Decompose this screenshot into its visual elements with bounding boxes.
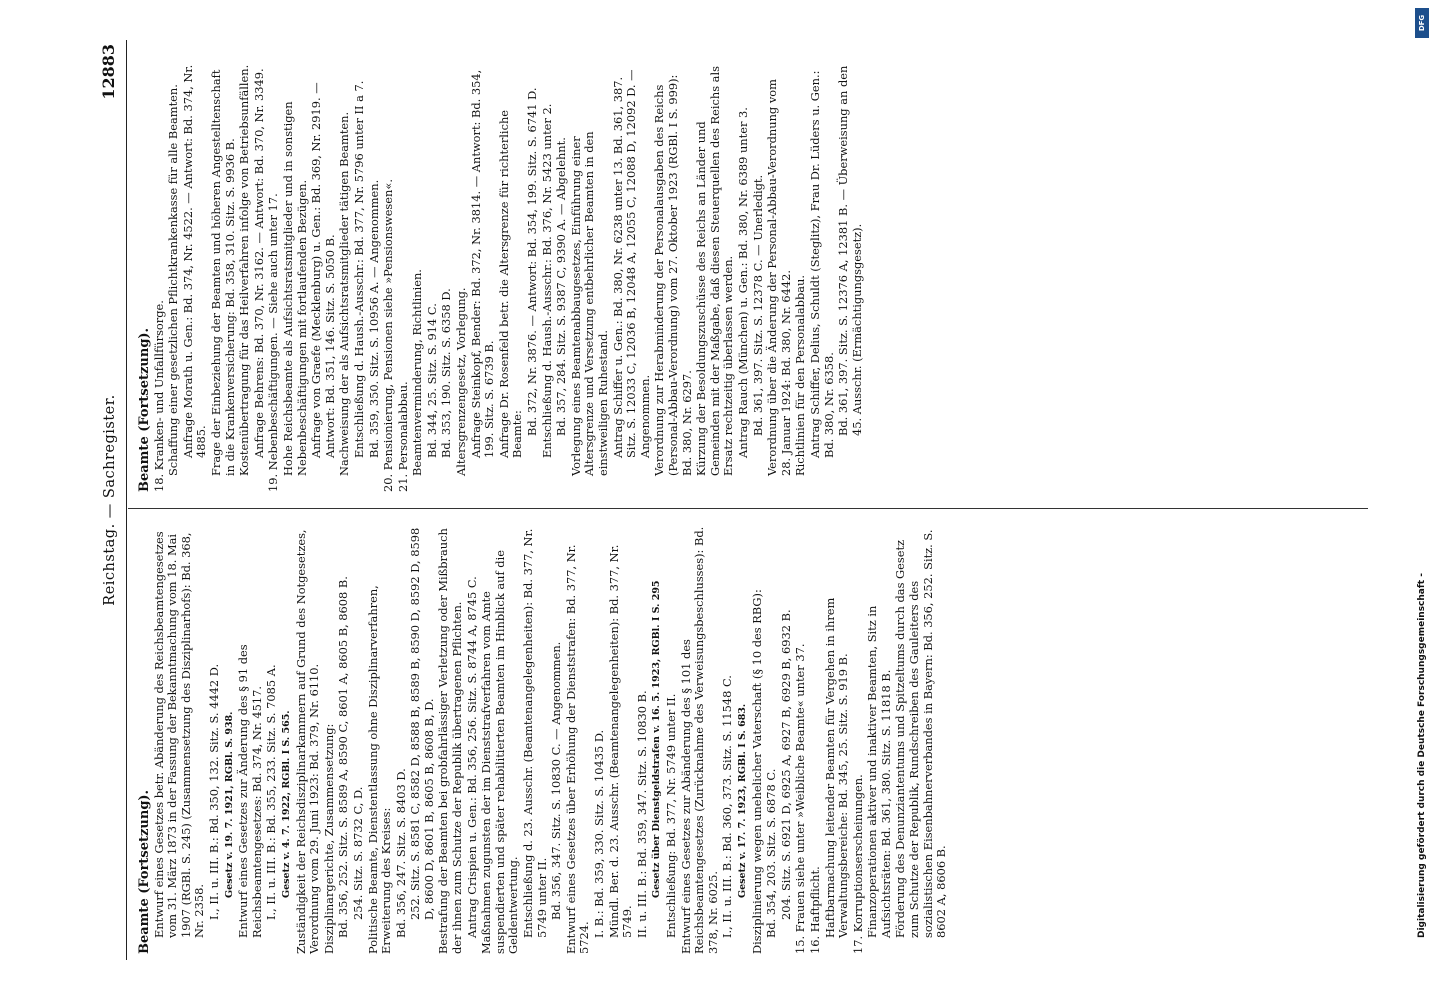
- col1-entry: Gesetz v. 17. 7. 1923, RGBl. I S. 683.: [736, 703, 748, 898]
- col1-entry: Beamte (Fortsetzung).: [137, 789, 152, 954]
- col1-entry: 254. Sitz. S. 8732 C, D.: [350, 786, 365, 920]
- col1-entry: Disziplinierung wegen unehelicher Vaterschaft (§ 10 des RBG):: [749, 589, 764, 954]
- col2-entry: 21. Personalabbau.: [395, 381, 410, 492]
- col1-entry: Antrag Crispien u. Gen.: Bd. 356, 256. Sitz. S. 8744 A, 8745 C.: [464, 576, 479, 938]
- col1-entry: Förderung des Denunziantentums und Spitzeltums durch das Gesetz zum Schutze der Republik, Rundschreiben des Gauleiters des sozialistischen Eisenbahnerverbandes in Bayern: Bd. 356, 252. Sitz. S. 8602 A, 8606 B.: [893, 529, 949, 938]
- col1-entry: Bd. 356, 247. Sitz. S. 8403 D.: [393, 768, 408, 938]
- col2-entry: Bd. 361, 397. Sitz. S. 12378 C. — Unerledigt.: [750, 174, 765, 436]
- col2-entry: Bd. 359, 350. Sitz. S. 10956 A. — Angenommen.: [366, 179, 381, 458]
- col2-entry: Antrag Schiffer, Delius, Schuldt (Steglitz), Frau Dr. Lüders u. Gen.: Bd. 380, Nr. 6358.: [807, 70, 836, 458]
- left-column: [138, 522, 950, 954]
- col2-entry: Kürzung der Besoldungszuschüsse des Reichs an Länder und Gemeinden mit der Maßgabe, daß diesen Steuerquellen des Reichs als Ersatz rechtzeitig überlassen werden.: [694, 66, 736, 476]
- col2-entry: Schaffung einer gesetzlichen Pflichtkrankenkasse für alle Beamten.: [166, 84, 181, 476]
- col2-entry: 18. Kranken- und Unfallfürsorge.: [151, 300, 166, 492]
- col2-entry: Verordnung über die Änderung der Personal-Abbau-Verordnung vom 28. Januar 1924: Bd. 380, Nr. 6442.: [765, 79, 793, 476]
- col2-entry: Vorlegung eines Beamtenabbaugesetzes, Einführung einer Altersgrenze und Versetzung entbehrlicher Beamten in den einstweiligen Ruhestand.: [568, 131, 610, 476]
- right-column: [138, 60, 865, 492]
- col1-entry: 252. Sitz. S. 8581 C, 8582 D, 8588 B, 8589 B, 8590 D, 8592 D, 8598 D, 8600 D, 8601 B, 8605 B, 8608 B, D.: [408, 527, 436, 920]
- col1-entry: Finanzoperationen aktiver und inaktiver Beamten, Sitz in Aufsichtsräten: Bd. 361, 380. Sitz. S. 11818 B.: [865, 605, 893, 938]
- col2-entry: Anfrage Dr. Rosenfeld betr. die Altersgrenze für richterliche Beamte:: [496, 109, 525, 458]
- col1-entry: Gesetz v. 4. 7. 1922, RGBl. I S. 565.: [280, 710, 292, 898]
- col1-entry: Entwurf eines Gesetzes zur Abänderung des § 101 des Reichsbeamtengesetzes (Zurücknahme des Verweisungsbeschlusses): Bd. 378, Nr. 6025.: [678, 526, 720, 954]
- col1-entry: I., II. u. III. B.: Bd. 350, 132. Sitz. S. 4442 D.: [206, 663, 221, 920]
- col1-entry: Entschließung d. 23. Ausschr. (Beamtenangelegenheiten): Bd. 377, Nr. 5749 unter II.: [521, 528, 549, 938]
- col1-entry: Bd. 354, 203. Sitz. S. 6878 C.: [764, 768, 779, 938]
- dfg-credit-text: Digitalisierung gefördert durch die Deutsche Forschungsgemeinschaft -: [1417, 573, 1427, 938]
- dfg-logo: DFG: [1415, 8, 1429, 38]
- col2-entry: Bd. 353, 190. Sitz. S. 6358 D.: [439, 288, 454, 458]
- col2-entry: Frage der Einbeziehung der Beamten und höheren Angestelltenschaft in die Krankenversicherung: Bd. 358, 310. Sitz. S. 9936 B.: [208, 69, 237, 476]
- col1-entry: 17. Korruptionserscheinungen.: [850, 774, 865, 954]
- column-divider: [128, 508, 1368, 509]
- col2-entry: 20. Pensionierung, Pensionen siehe »Pensionswesen«.: [381, 179, 396, 492]
- col1-entry: Bestrafung der Beamten bei grobfahrlässiger Verletzung oder Mißbrauch der ihnen zum Schutze der Republik übertragenen Pflichten.: [436, 528, 465, 954]
- col1-entry: Zuständigkeit der Reichsdisziplinarkammern auf Grund des Notgesetzes, Verordnung vom 29. Juni 1923: Bd. 379, Nr. 6110.: [293, 529, 322, 954]
- col1-entry: Gesetz über Dienstgeldstrafen v. 16. 5. 1923, RGBl. I S. 295: [651, 580, 663, 898]
- col2-entry: Bd. 372, Nr. 3876. — Antwort: Bd. 354, 199. Sitz. S. 6741 D.: [525, 87, 540, 436]
- header-rule: [126, 40, 127, 960]
- col1-entry: 204. Sitz. S. 6921 D, 6925 A, 6927 B, 6929 B, 6932 B.: [778, 609, 793, 920]
- col2-entry: Richtlinien für den Personalabbau.: [793, 274, 808, 476]
- rotated-register-page: [100, 40, 1380, 960]
- col2-entry: Anfrage von Graefe (Mecklenburg) u. Gen.: Bd. 369, Nr. 2919. — Antwort: Bd. 351, 146. Sitz. S. 5050 B.: [309, 82, 337, 458]
- col1-entry: Gesetz v. 19. 7. 1921, RGBl. S. 938.: [223, 711, 235, 898]
- col1-entry: II. u. III. B.: Bd. 359, 347. Sitz. S. 10830 B.: [634, 690, 649, 938]
- col2-entry: Anfrage Steinkopf, Bender: Bd. 372, Nr. 3814. — Antwort: Bd. 354, 199. Sitz. S. 6739 B.: [468, 69, 497, 458]
- col1-entry: Entwurf eines Gesetzes betr. Abänderung des Reichsbeamtengesetzes vom 31. März 1873 in der Fassung der Bekanntmachung vom 18. Mai 1907 (RGBl. S. 245) (Zusammensetzung des Disziplinarhofs): Bd. 368, Nr. 2358.: [151, 531, 207, 938]
- col2-entry: Entschließung d. Haush.-Ausschr.: Bd. 377, Nr. 5796 unter II a 7.: [351, 80, 366, 458]
- col2-entry: 19. Nebenbeschäftigungen. — Siehe auch unter 17.: [266, 193, 281, 492]
- col1-entry: Entwurf eines Gesetzes über Erhöhung der Dienststrafen: Bd. 377, Nr. 5724.: [563, 544, 592, 954]
- col2-entry: Hohe Reichsbeamte als Aufsichtsratsmitglieder und in sonstigen Nebenbeschäftigungen mit fortlaufenden Bezügen.: [280, 101, 309, 476]
- col2-entry: Anfrage Behrens: Bd. 370, Nr. 3162. — Antwort: Bd. 370, Nr. 3349.: [251, 68, 266, 458]
- col1-entry: Bd. 356, 347. Sitz. S. 10830 C. — Angenommen.: [549, 641, 564, 920]
- page-header: [100, 40, 126, 960]
- col1-entry: I. B.: Bd. 359, 330. Sitz. S. 10435 D.: [592, 729, 606, 938]
- col2-entry: Bd. 357, 284. Sitz. S. 9387 C, 9390 A. — Abgelehnt.: [554, 137, 569, 436]
- col1-entry: Maßnahmen zugunsten der im Dienststrafverfahren vom Amte suspendierten und später rehabilitierten Beamten im Hinblick auf die Geldentwertung.: [479, 550, 521, 954]
- col2-entry: Antrag Schiffer u. Gen.: Bd. 380, Nr. 6238 unter 13. Bd. 361, 387. Sitz. S. 12033 C, 12036 B, 12048 A, 12055 C, 12088 D, 12092 D. — Angenommen.: [610, 69, 652, 458]
- col2-entry: Bd. 344, 25. Sitz. S. 914 C.: [424, 303, 439, 458]
- dfg-sidebar: [1412, 8, 1432, 992]
- col1-entry: 16. Haftpflicht.: [807, 866, 822, 954]
- col1-entry: Entwurf eines Gesetzes zur Änderung des § 91 des Reichsbeamtengesetzes: Bd. 374, Nr. 4517.: [236, 644, 264, 938]
- col2-entry: Verordnung zur Herabminderung der Personalausgaben des Reichs (Personal-Abbau-Verordnung) vom 27. Oktober 1923 (RGBl. I S. 999): Bd. 380, Nr. 6297.: [652, 74, 694, 476]
- page-number: 12883: [99, 44, 118, 100]
- page-title: Reichstag. — Sachregister.: [102, 394, 118, 606]
- col1-entry: Politische Beamte, Dienstentlassung ohne Disziplinarverfahren, Erweiterung des Kreises:: [365, 585, 394, 954]
- col2-entry: Altersgrenzengesetz, Vorlegung.: [454, 287, 469, 476]
- col2-entry: Anfrage Morath u. Gen.: Bd. 374, Nr. 4522. — Antwort: Bd. 374, Nr. 4885.: [180, 64, 209, 458]
- col2-entry: Kostenübertragung für das Heilverfahren infolge von Betriebsunfällen.: [237, 64, 252, 476]
- col2-entry: Bd. 361, 397. Sitz. S. 12376 A, 12381 B. — Überweisung an den 45. Ausschr. (Ermächtigungsgesetz).: [836, 65, 864, 436]
- col1-entry: Disziplinargerichte, Zusammensetzung:: [321, 723, 336, 954]
- col2-entry: Beamte (Fortsetzung).: [137, 327, 152, 492]
- col1-entry: I., II. u. III. B.: Bd. 355, 233. Sitz. S. 7085 A.: [264, 664, 279, 920]
- col2-entry: Nachweisung der als Aufsichtsratsmitglieder tätigen Beamten.: [337, 111, 352, 476]
- col1-entry: Entschließung: Bd. 377, Nr. 5749 unter II.: [663, 693, 678, 938]
- col1-entry: Mündl. Ber. d. 23. Ausschr. (Beamtenangelegenheiten): Bd. 377, Nr. 5749.: [606, 544, 635, 938]
- col2-entry: Beamtenverminderung, Richtlinien.: [410, 269, 425, 476]
- col2-entry: Entschließung d. Haush.-Ausschr.: Bd. 376, Nr. 5423 unter 2.: [539, 103, 554, 458]
- col1-entry: Bd. 356, 252. Sitz. S. 8589 A, 8590 C, 8601 A, 8605 B, 8608 B.: [336, 576, 351, 938]
- col2-entry: Antrag Rauch (München) u. Gen.: Bd. 380, Nr. 6389 unter 3.: [735, 107, 750, 458]
- col1-entry: 15. Frauen siehe unter »Weibliche Beamte« unter 37.: [793, 643, 808, 954]
- col1-entry: I., II. u. III. B.: Bd. 360, 373. Sitz. S. 11548 C.: [720, 675, 735, 938]
- col1-entry: Haftbarmachung leitender Beamten für Vergehen in ihrem Verwaltungsbereiche: Bd. 345, 25. Sitz. S. 919 B.: [822, 597, 851, 938]
